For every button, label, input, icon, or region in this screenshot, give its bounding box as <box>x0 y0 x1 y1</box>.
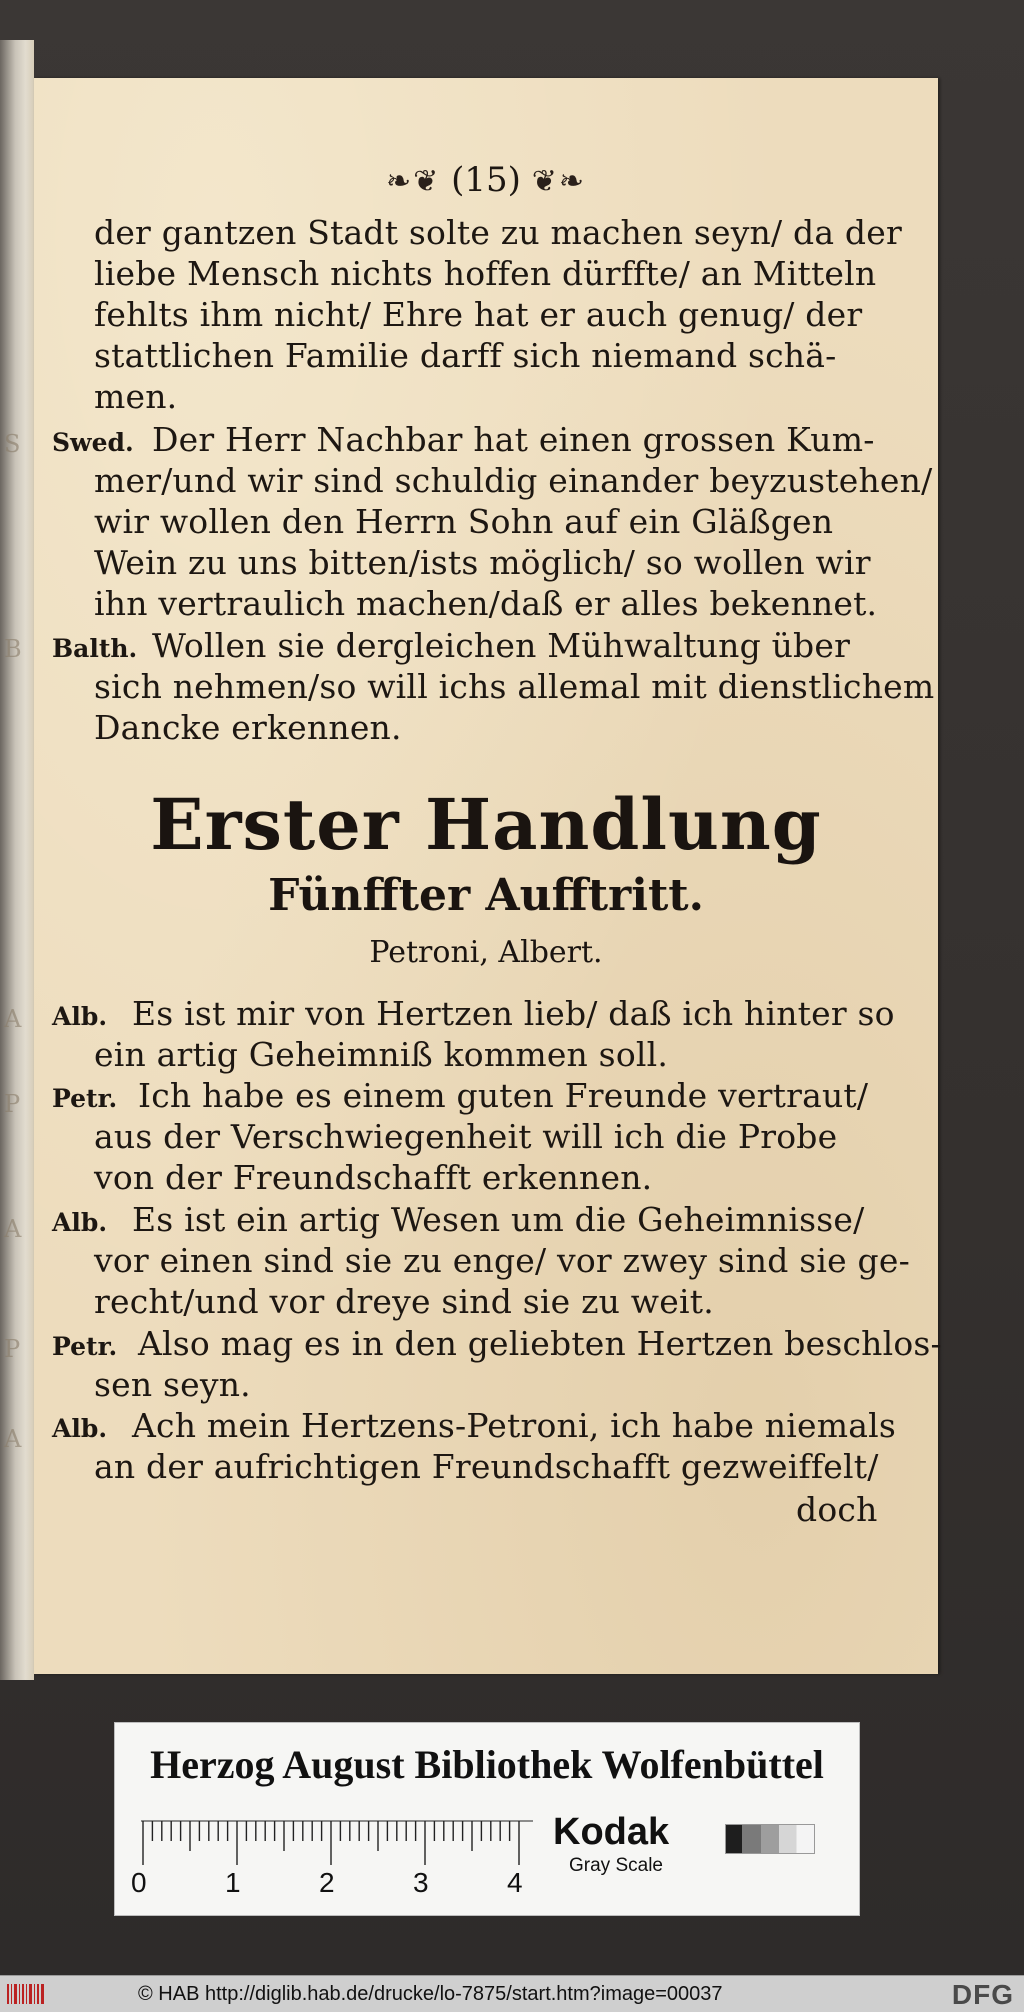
prev-page-mark: A <box>4 1215 22 1243</box>
prev-page-mark: A <box>4 1005 22 1033</box>
ruler-number: 0 <box>131 1867 147 1898</box>
text-line: sen seyn. <box>94 1365 251 1404</box>
scene-title: Fünffter Aufftritt. <box>268 870 704 921</box>
speaker-label: Petr. <box>52 1332 118 1361</box>
catchword: doch <box>796 1490 878 1529</box>
text-line: sich nehmen/so will ichs allemal mit dienstlichem <box>94 667 935 706</box>
prev-page-mark: A <box>4 1425 22 1453</box>
dfg-logo: DFG <box>951 1979 1014 2010</box>
text-line: Also mag es in den geliebten Hertzen beschlos- <box>138 1324 942 1363</box>
ruler-number: 4 <box>507 1867 523 1898</box>
text-line: stattlichen Familie darff sich niemand schä- <box>94 336 837 375</box>
prev-page-mark: P <box>4 1090 21 1118</box>
prev-page-mark: S <box>4 430 21 458</box>
speaker-label: Balth. <box>52 634 138 663</box>
speaker-label: Alb. <box>52 1414 108 1443</box>
text-line: vor einen sind sie zu enge/ vor zwey sind sie ge- <box>94 1241 910 1280</box>
book-page <box>34 78 942 1674</box>
text-line: der gantzen Stadt solte zu machen seyn/ da der <box>94 213 902 252</box>
characters-list: Petroni, Albert. <box>369 935 603 970</box>
text-line: Wein zu uns bitten/ists möglich/ so wollen wir <box>94 543 871 582</box>
page-number: (15) <box>451 160 521 200</box>
act-title: Erster Handlung <box>150 783 822 866</box>
prev-page-mark: B <box>4 635 22 663</box>
ruler-number: 2 <box>319 1867 335 1898</box>
speaker-label: Alb. <box>52 1002 108 1031</box>
copyright-text: © HAB http://diglib.hab.de/drucke/lo-7875/start.htm?image=00037 <box>138 1983 723 2005</box>
text-line: fehlts ihm nicht/ Ehre hat er auch genug/ der <box>94 295 863 334</box>
text-line: Wollen sie dergleichen Mühwaltung über <box>152 626 851 665</box>
text-line: aus der Verschwiegenheit will ich die Probe <box>94 1117 838 1156</box>
gray-scale-label: Gray Scale <box>569 1855 663 1876</box>
prev-page-mark: P <box>4 1335 21 1363</box>
page-header <box>34 160 938 200</box>
barcode-icon <box>6 1982 46 2006</box>
previous-page-edge <box>0 40 34 1680</box>
text-line: Ich habe es einem guten Freunde vertraut/ <box>138 1076 869 1115</box>
footer-bar <box>0 1975 1024 2012</box>
color-calibration-card <box>114 1722 860 1916</box>
ornament-left: ❧❦ <box>386 164 441 199</box>
measurement-ruler <box>141 1811 533 1867</box>
text-line: ihn vertraulich machen/daß er alles bekennet. <box>94 584 878 623</box>
text-line: Der Herr Nachbar hat einen grossen Kum- <box>152 420 875 459</box>
text-line: Ach mein Hertzens-Petroni, ich habe niemals <box>132 1406 896 1445</box>
text-line: recht/und vor dreye sind sie zu weit. <box>94 1282 714 1321</box>
speaker-label: Alb. <box>52 1208 108 1237</box>
ruler-number: 1 <box>225 1867 241 1898</box>
ornament-right: ❦❧ <box>531 164 586 199</box>
ruler-number: 3 <box>413 1867 429 1898</box>
text-line: Es ist mir von Hertzen lieb/ daß ich hinter so <box>132 994 895 1033</box>
text-line: Dancke erkennen. <box>94 708 402 747</box>
text-line: mer/und wir sind schuldig einander beyzustehen/ <box>94 461 933 500</box>
text-line: liebe Mensch nichts hoffen dürffte/ an Mitteln <box>94 254 877 293</box>
text-line: ein artig Geheimniß kommen soll. <box>94 1035 669 1074</box>
speaker-label: Petr. <box>52 1084 118 1113</box>
text-line: wir wollen den Herrn Sohn auf ein Gläßgen <box>94 502 834 541</box>
text-line: an der aufrichtigen Freundschafft gezweiffelt/ <box>94 1447 879 1486</box>
text-line: von der Freundschafft erkennen. <box>94 1158 653 1197</box>
speaker-label: Swed. <box>52 428 134 457</box>
library-name: Herzog August Bibliothek Wolfenbüttel <box>150 1742 824 1787</box>
text-line: Es ist ein artig Wesen um die Geheimnisse/ <box>132 1200 865 1239</box>
kodak-logo: Kodak <box>553 1811 670 1853</box>
gray-scale-swatch <box>725 1824 815 1854</box>
text-line: men. <box>94 377 178 416</box>
